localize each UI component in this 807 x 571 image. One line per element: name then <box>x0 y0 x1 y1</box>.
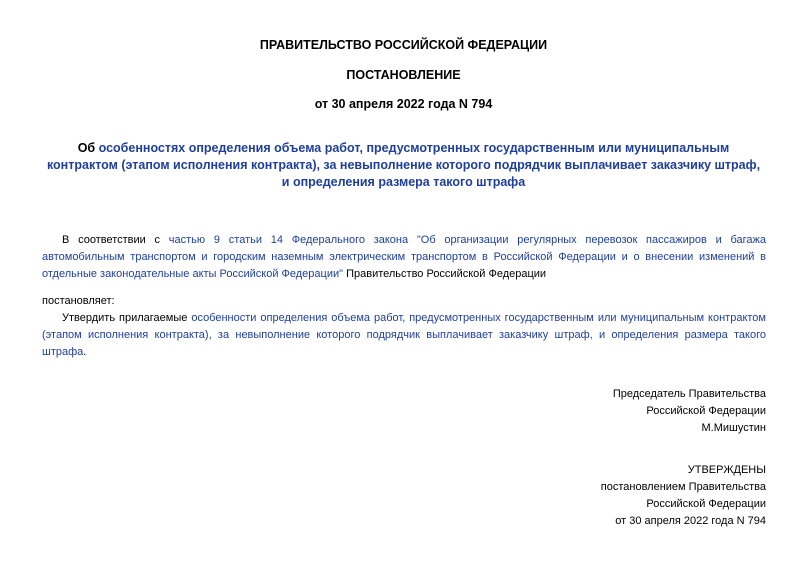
approved-date: от 30 апреля 2022 года N 794 <box>615 515 766 527</box>
approve-paragraph <box>42 310 766 361</box>
approve-text-after: . <box>83 346 87 358</box>
document-date-number: от 30 апреля 2022 года N 794 <box>314 97 493 111</box>
preamble-text-after: Правительство Российской Федерации <box>343 268 547 280</box>
approved-stamp-block <box>601 462 766 530</box>
heading-link[interactable]: особенностях определения объема работ, предусмотренных государственным или муниципальным контрактом (этапом исполнения контракта), за невыполнение которого подрядчик выплачивает заказчику штраф, и определения размера такого штрафа <box>46 141 761 189</box>
approve-text-before: Утвердить прилагаемые <box>62 312 192 324</box>
government-title: ПРАВИТЕЛЬСТВО РОССИЙСКОЙ ФЕДЕРАЦИИ <box>259 38 548 52</box>
preamble-paragraph <box>42 232 766 283</box>
heading-prefix: Об <box>77 141 99 155</box>
signature-block <box>613 386 766 437</box>
document-type: ПОСТАНОВЛЕНИЕ <box>346 68 461 82</box>
preamble-text-before: В соответствии с <box>62 234 169 246</box>
approved-by: постановлением Правительства <box>600 481 766 493</box>
approved-label: УТВЕРЖДЕНЫ <box>687 464 766 476</box>
signature-organization: Российской Федерации <box>646 405 766 417</box>
approved-organization: Российской Федерации <box>646 498 766 510</box>
signature-position: Председатель Правительства <box>612 388 766 400</box>
decrees-label: постановляет: <box>42 295 115 307</box>
signature-name: М.Мишустин <box>701 422 766 434</box>
document-heading <box>42 140 765 191</box>
law-reference-link[interactable]: частью 9 статьи 14 Федерального закона "Об организации регулярных перевозок пассажиров и багажа автомобильным транспортом и городским наземным электрическим транспортом в Российской Федерации и о внесении изменений в отдельные законодательные акты Российской Федерации" <box>42 234 766 280</box>
approved-features-link[interactable]: особенности определения объема работ, предусмотренных государственным или муниципальным контрактом (этапом исполнения контракта), за невыполнение которого подрядчик выплачивает заказчику штраф, и определения размера такого штрафа <box>42 312 766 358</box>
